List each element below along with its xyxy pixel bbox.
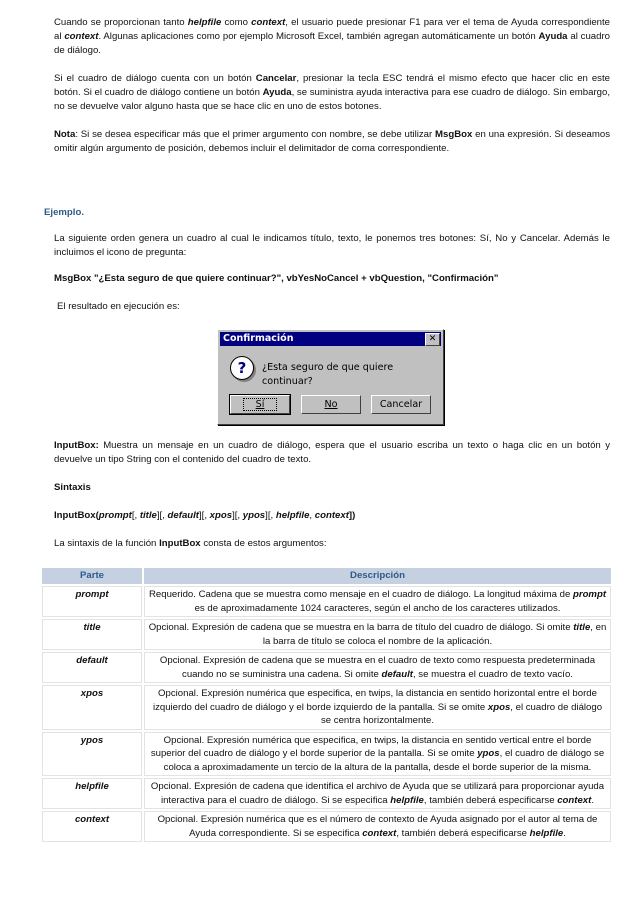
text: , presionar la tecla ESC tendrá el mismo efecto que hacer clic en este botón. Si el cuadro de diálogo contiene un botón (54, 73, 610, 98)
arg: ypos (242, 510, 266, 521)
term-inputbox: InputBox: (54, 440, 99, 451)
sep: ][, (156, 510, 168, 521)
dialog-title: Confirmación (223, 333, 294, 344)
example-intro: La siguiente orden genera un cuadro al cual le indicamos título, texto, le ponemos tres botones: Sí, No y Cancelar. Además le incluimos el icono de pregunta: (54, 233, 610, 258)
syntax-fn: InputBox( (54, 510, 99, 521)
arg: helpfile (275, 510, 310, 521)
text: Opcional. Expresión de cadena que se muestra en el cuadro de texto como respuesta predeterminada cuando no se suministra una cadena. Si omite (159, 655, 596, 680)
table-row (42, 778, 611, 809)
cell-part: title (42, 619, 142, 650)
text: , el usuario puede presionar F1 para ver el tema de Ayuda correspondiente al (54, 17, 611, 42)
term: prompt (572, 589, 607, 600)
term-msgbox: MsgBox (435, 129, 473, 140)
arg: default (167, 510, 199, 521)
arg: prompt (98, 510, 132, 521)
text: , en la barra de título se coloca el nombre de la aplicación. (262, 622, 607, 647)
sep: , (309, 510, 315, 521)
example-result-label: El resultado en ejecución es: (57, 301, 180, 312)
table-row (42, 586, 611, 617)
cell-part: helpfile (42, 778, 142, 809)
section-heading-ejemplo: Ejemplo. (44, 207, 84, 218)
text: Opcional. Expresión numérica que especifica, en twips, la distancia en sentido vertical entre el borde superior del cuadro de diálogo y el borde superior de la pantalla. Si se omite (150, 734, 592, 759)
sep: ][, (199, 510, 210, 521)
text: , el cuadro de diálogo se centra horizontalmente. (320, 701, 603, 726)
cell-part: ypos (42, 732, 142, 777)
term: context (557, 794, 592, 806)
text: , el cuadro de diálogo se coloca a aproximadamente un tercio de la altura de la pantalla, desde el borde superior de la misma. (163, 748, 605, 773)
text: Requerido. Cadena que se muestra como mensaje en el cuadro de diálogo. La longitud máxima de (148, 589, 573, 600)
table-row (42, 811, 611, 842)
term-inputbox: InputBox (159, 538, 201, 549)
text: , también deberá especificarse (423, 794, 558, 806)
cell-desc (144, 586, 611, 617)
text: La sintaxis de la función (54, 538, 160, 549)
text: , también deberá especificarse (396, 827, 530, 839)
text: Opcional. Expresión de cadena que identifica el archivo de Ayuda que se utilizará para proporcionar ayuda interactiva para el cuadro de diálogo. Si se especifica (150, 781, 605, 806)
sep: [, (131, 510, 140, 521)
term-helpfile: helpfile (187, 17, 222, 28)
table-row (42, 619, 611, 650)
term: context (362, 827, 397, 839)
term-nota: Nota (54, 129, 76, 140)
close-icon[interactable]: ✕ (425, 333, 440, 346)
text: Muestra un mensaje en un cuadro de diálogo, espera que el usuario escriba un texto o haga clic en un botón y devuelve un tipo String con el contenido del cuadro de texto. (54, 440, 610, 465)
table-header (42, 568, 611, 584)
text: al cuadro de diálogo. (54, 31, 610, 56)
term: helpfile (390, 794, 424, 806)
sep: ][, (232, 510, 243, 521)
paragraph-helpfile-context (54, 16, 610, 58)
cell-desc (144, 652, 611, 683)
cell-part: default (42, 652, 142, 683)
text: Opcional. Expresión numérica que es el número de contexto de Ayuda asignado por el autor al tema de Ayuda correspondiente. Si se especifica (157, 814, 598, 839)
paragraph-nota (54, 128, 610, 156)
yes-button-label: Sí (243, 398, 278, 411)
sep: ][, (265, 510, 276, 521)
table-row (42, 685, 611, 730)
arguments-table (40, 566, 613, 844)
cancel-button-label: Cancelar (379, 399, 423, 410)
term-context: context (64, 31, 99, 42)
dialog-message: ¿Esta seguro de que quiere continuar? (262, 362, 394, 387)
text: es de aproximadamente 1024 caracteres, según el ancho de los caracteres utilizados. (194, 602, 561, 614)
term-cancelar: Cancelar (255, 73, 297, 84)
term: default (381, 668, 413, 680)
cell-part: xpos (42, 685, 142, 730)
cell-part: context (42, 811, 142, 842)
text: , se muestra el cuadro de texto vacío. (412, 668, 573, 680)
cell-desc (144, 619, 611, 650)
term: ypos (477, 748, 500, 759)
text: como (221, 17, 252, 28)
text: Si el cuadro de diálogo cuenta con un botón (54, 73, 256, 84)
confirmation-dialog (217, 329, 444, 425)
inputbox-syntax (54, 509, 355, 523)
inputbox-description (54, 439, 610, 467)
cell-part: prompt (42, 586, 142, 617)
term: xpos (487, 701, 511, 713)
cell-desc (144, 685, 611, 730)
text: . (563, 827, 566, 839)
text: Opcional. Expresión de cadena que se muestra en la barra de título del cuadro de diálogo. Si omite (148, 622, 574, 633)
text: Opcional. Expresión numérica que especifica, en twips, la distancia en sentido horizontal entre el borde izquierdo del cuadro de diálogo y el borde izquierdo de la pantalla. Si se omite (152, 688, 597, 713)
arguments-intro (54, 537, 610, 551)
text: Cuando se proporcionan tanto (54, 17, 188, 28)
table-row (42, 732, 611, 777)
col-header-descripcion: Descripción (144, 568, 611, 584)
text: , se suministra ayuda interactiva para ese cuadro de diálogo. Sin embargo, no se devuelve valor alguno hasta que se hace clic en uno de estos botones. (54, 87, 611, 112)
no-button-label: No (324, 399, 338, 410)
syntax-end: ]) (348, 510, 356, 521)
text: : Si se desea especificar más que el primer argumento con nombre, se debe utilizar (75, 129, 436, 140)
term-ayuda: Ayuda (262, 87, 292, 98)
yes-button[interactable] (230, 395, 290, 414)
col-header-parte: Parte (42, 568, 142, 584)
question-icon: ? (230, 356, 254, 380)
arg: title (139, 510, 157, 521)
term: helpfile (529, 827, 564, 839)
paragraph-cancelar (54, 72, 610, 114)
cell-desc (144, 811, 611, 842)
arg: xpos (209, 510, 233, 521)
table-row (42, 652, 611, 683)
cell-desc (144, 778, 611, 809)
cell-desc (144, 732, 611, 777)
text: consta de estos argumentos: (200, 538, 327, 549)
text: . Algunas aplicaciones como por ejemplo Microsoft Excel, también agregan automáticamente un botón (98, 31, 539, 42)
dialog-title-bar (220, 332, 441, 346)
syntax-heading: Sintaxis (54, 482, 91, 493)
term-ayuda: Ayuda (538, 31, 568, 42)
text: en una expresión. Si deseamos omitir algún argumento de posición, debemos incluir el delimitador de coma correspondiente. (54, 129, 611, 154)
cancel-button[interactable] (371, 395, 431, 414)
term: title (573, 622, 591, 633)
example-code: MsgBox "¿Esta seguro de que quiere continuar?", vbYesNoCancel + vbQuestion, "Confirmación" (54, 273, 499, 284)
term-context: context (251, 17, 286, 28)
text: . (591, 794, 595, 806)
arg: context (314, 510, 349, 521)
no-button[interactable] (301, 395, 361, 414)
